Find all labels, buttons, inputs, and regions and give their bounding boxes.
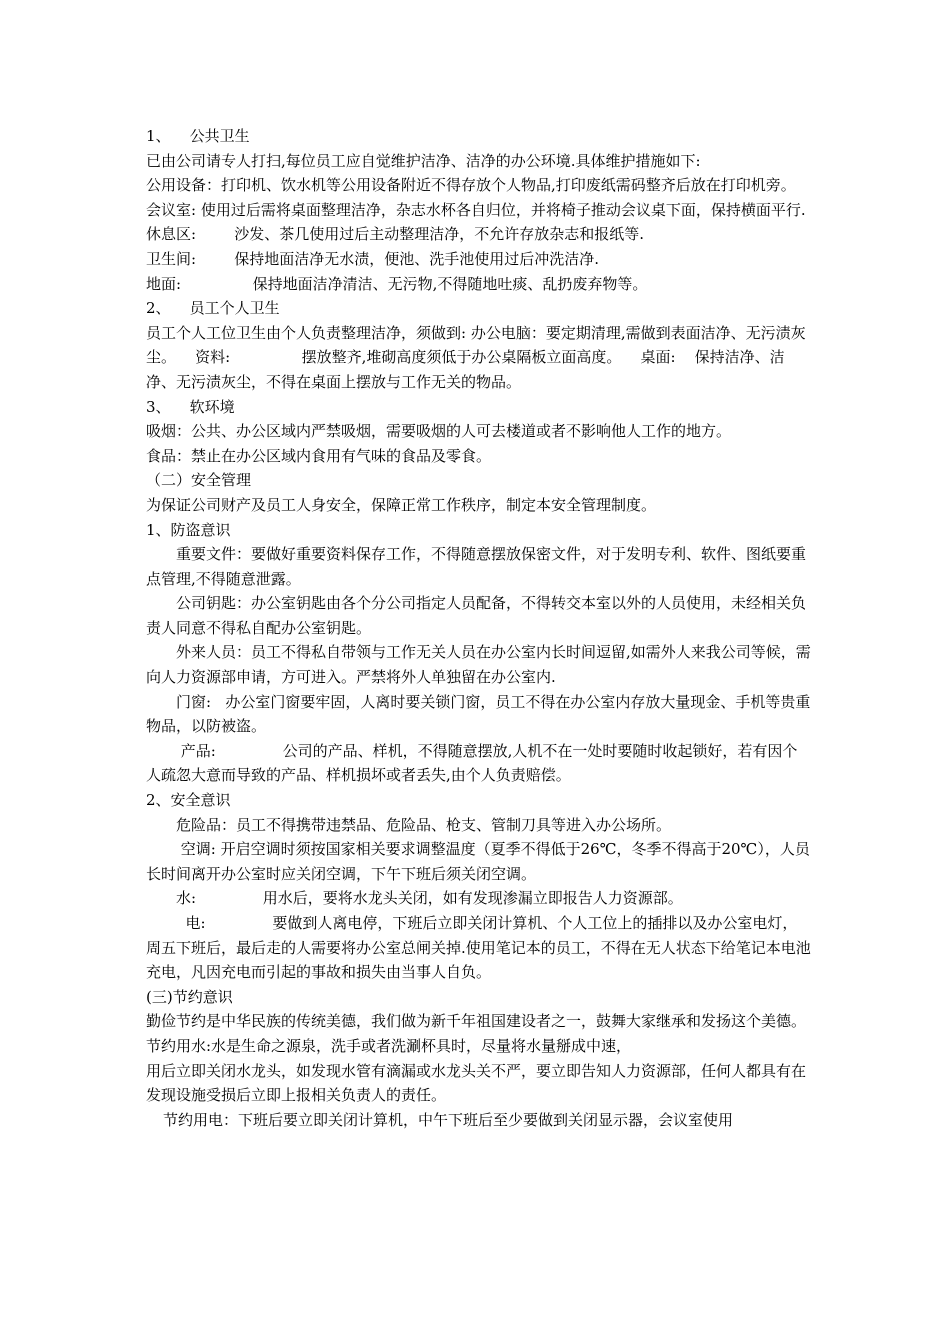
section-heading-soft-environment: 3、 软环境 <box>146 397 235 416</box>
paragraph: 重要文件：要做好重要资料保存工作，不得随意摆放保密文件，对于发明专利、软件、图纸要重点管理,不得随意泄露。 <box>146 545 807 588</box>
section-heading-personal-hygiene: 2、 员工个人卫生 <box>146 299 280 318</box>
paragraph: 空调: 开启空调时须按国家相关要求调整温度（夏季不得低于26℃，冬季不得高于20℃），人员长时间离开办公室时应关闭空调，下午下班后须关闭空调。 <box>146 840 810 883</box>
section-heading-safety-management: （二）安全管理 <box>146 471 252 490</box>
paragraph: 地面: 保持地面洁净清洁、无污物,不得随地吐痰、乱扔废弃物等。 <box>146 274 648 293</box>
paragraph: 为保证公司财产及员工人身安全，保障正常工作秩序，制定本安全管理制度。 <box>146 495 657 514</box>
paragraph: 会议室: 使用过后需将桌面整理洁净，杂志水杯各自归位，并将椅子推动会议桌下面，保持横面平行. <box>146 200 806 219</box>
document-body <box>146 124 811 1132</box>
paragraph: 卫生间: 保持地面洁净无水渍，便池、洗手池使用过后冲洗洁净. <box>146 249 599 268</box>
paragraph: 水: 用水后，要将水龙头关闭，如有发现渗漏立即报告人力资源部。 <box>176 889 683 908</box>
paragraph: 电: 要做到人离电停，下班后立即关闭计算机、个人工位上的插排以及办公室电灯，周五下班后，最后走的人需要将办公室总闸关掉.使用笔记本的员工，不得在无人状态下给笔记本电池充电，凡因充电而引起的事故和损失由当事人自负。 <box>146 914 811 982</box>
paragraph: 休息区: 沙发、茶几使用过后主动整理洁净，不允许存放杂志和报纸等. <box>146 225 644 244</box>
paragraph: 用后立即关闭水龙头，如发现水管有滴漏或水龙头关不严，要立即告知人力资源部，任何人都具有在发现设施受损后立即上报相关负责人的责任。 <box>146 1061 807 1105</box>
section-heading-saving-awareness: (三)节约意识 <box>146 987 233 1006</box>
paragraph: 节约用电：下班后要立即关闭计算机，中午下班后至少要做到关闭显示器，会议室使用 <box>163 1110 734 1129</box>
paragraph: 员工个人工位卫生由个人负责整理洁净，须做到: 办公电脑：要定期清理,需做到表面洁净、无污渍灰尘。 资料: 摆放整齐,堆砌高度须低于办公桌隔板立面高度。 桌面: 保持洁净、洁净、无污渍灰尘，不得在桌面上摆放与工作无关的物品。 <box>146 323 806 391</box>
paragraph: 危险品：员工不得携带违禁品、危险品、枪支、管制刀具等进入办公场所。 <box>176 815 672 834</box>
paragraph: 产品: 公司的产品、样机，不得随意摆放,人机不在一处时要随时收起锁好，若有因个人疏忽大意而导致的产品、样机损坏或者丢失,由个人负责赔偿。 <box>146 741 798 785</box>
paragraph: 已由公司请专人打扫,每位员工应自觉维护洁净、洁净的办公环境.具体维护措施如下: <box>146 151 701 170</box>
paragraph: 门窗: 办公室门窗要牢固，人离时要关锁门窗，员工不得在办公室内存放大量现金、手机等贵重物品，以防被盗。 <box>146 692 811 736</box>
paragraph: 食品：禁止在办公区域内食用有气味的食品及零食。 <box>146 446 492 465</box>
paragraph: 节约用水:水是生命之源泉，洗手或者洗涮杯具时，尽量将水量掰成中速， <box>146 1036 632 1055</box>
paragraph: 外来人员：员工不得私自带领与工作无关人员在办公室内长时间逗留,如需外人来我公司等候，需向人力资源部申请，方可进入。严禁将外人单独留在办公室内. <box>146 643 811 687</box>
paragraph: 公用设备：打印机、饮水机等公用设备附近不得存放个人物品,打印废纸需码整齐后放在打印机旁。 <box>146 176 796 195</box>
paragraph: 公司钥匙：办公室钥匙由各个分公司指定人员配备，不得转交本室以外的人员使用，未经相关负责人同意不得私自配办公室钥匙。 <box>146 594 807 637</box>
section-heading-public-hygiene: 1、 公共卫生 <box>146 127 250 145</box>
paragraph: 吸烟：公共、办公区域内严禁吸烟，需要吸烟的人可去楼道或者不影响他人工作的地方。 <box>146 422 732 441</box>
subsection-heading-safety-awareness: 2、安全意识 <box>146 791 231 810</box>
subsection-heading-theft-prevention: 1、防盗意识 <box>146 520 231 539</box>
paragraph: 勤俭节约是中华民族的传统美德，我们做为新千年祖国建设者之一，鼓舞大家继承和发扬这个美德。 <box>146 1012 807 1031</box>
